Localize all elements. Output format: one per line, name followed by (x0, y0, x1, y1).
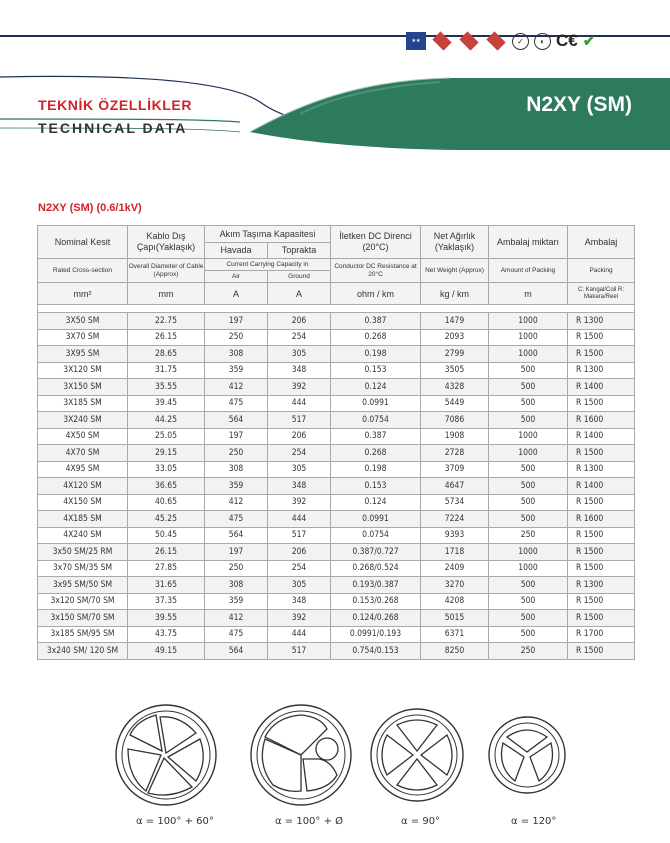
cross-section-4-sector (371, 709, 463, 801)
cell-dc: 0.124 (331, 494, 421, 511)
cell-diameter: 35.55 (128, 379, 205, 396)
cell-section: 3X150 SM (38, 379, 128, 396)
cell-diameter: 25.05 (128, 428, 205, 445)
diagram-caption-2: α = 100° + Ø (275, 816, 344, 827)
cell-weight: 5449 (421, 395, 489, 412)
cell-air: 564 (205, 643, 268, 660)
cell-packing: R 1500 (568, 329, 635, 346)
technical-data-table (37, 225, 635, 660)
cell-dc: 0.387 (331, 313, 421, 330)
cell-amount: 1000 (489, 428, 568, 445)
cell-air: 475 (205, 626, 268, 643)
cell-ground: 254 (268, 445, 331, 462)
cell-packing: R 1500 (568, 346, 635, 363)
cell-weight: 3505 (421, 362, 489, 379)
cell-amount: 500 (489, 494, 568, 511)
product-name: N2XY (SM) (526, 93, 632, 116)
cell-ground: 517 (268, 527, 331, 544)
cell-amount: 1000 (489, 544, 568, 561)
cross-section-3-sector (489, 717, 565, 793)
cell-weight: 4328 (421, 379, 489, 396)
d-mark-icon (432, 31, 451, 50)
cell-section: 3x185 SM/95 SM (38, 626, 128, 643)
cell-packing: R 1400 (568, 478, 635, 495)
cell-dc: 0.268/0.524 (331, 560, 421, 577)
cell-packing: R 1300 (568, 461, 635, 478)
cell-diameter: 50.45 (128, 527, 205, 544)
cell-diameter: 39.55 (128, 610, 205, 627)
cell-diameter: 45.25 (128, 511, 205, 528)
cell-section: 3x240 SM/ 120 SM (38, 643, 128, 660)
col-weight-tr: Net Ağırlık (Yaklaşık) (421, 226, 489, 259)
table-row (38, 577, 635, 594)
cell-ground: 517 (268, 643, 331, 660)
cell-packing: R 1500 (568, 593, 635, 610)
eu-flag-icon: ★★ (406, 32, 426, 50)
cell-weight: 2409 (421, 560, 489, 577)
cell-ground: 348 (268, 593, 331, 610)
cell-air: 564 (205, 527, 268, 544)
cell-diameter: 31.65 (128, 577, 205, 594)
cell-section: 4X70 SM (38, 445, 128, 462)
title-english: TECHNICAL DATA (38, 120, 188, 136)
col-amount-en: Amount of Packing (489, 259, 568, 283)
cell-ground: 206 (268, 428, 331, 445)
col-dc-en: Conductor DC Resistance at 20°C (331, 259, 421, 283)
col-dc-tr: İletken DC Direnci (20°C) (331, 226, 421, 259)
unit-packing: C: Kangal/Coil R: Makara/Reel (568, 283, 635, 305)
d-mark-icon (486, 31, 505, 50)
ce-icon: C€ (556, 31, 578, 50)
table-row (38, 362, 635, 379)
cell-section: 3x95 SM/50 SM (38, 577, 128, 594)
table-row (38, 560, 635, 577)
cell-air: 359 (205, 478, 268, 495)
table-row (38, 593, 635, 610)
table-row (38, 346, 635, 363)
cell-weight: 1908 (421, 428, 489, 445)
cell-weight: 9393 (421, 527, 489, 544)
table-row (38, 428, 635, 445)
cell-weight: 1718 (421, 544, 489, 561)
cell-diameter: 37.35 (128, 593, 205, 610)
cell-weight: 4208 (421, 593, 489, 610)
table-row (38, 626, 635, 643)
cell-amount: 500 (489, 362, 568, 379)
d-mark-icon (459, 31, 478, 50)
cell-amount: 1000 (489, 313, 568, 330)
unit-ground: A (268, 283, 331, 305)
cell-dc: 0.193/0.387 (331, 577, 421, 594)
diagram-caption-3: α = 90° (401, 816, 441, 827)
cell-air: 197 (205, 428, 268, 445)
cell-air: 412 (205, 494, 268, 511)
cell-ground: 305 (268, 577, 331, 594)
table-row (38, 445, 635, 462)
cell-weight: 2093 (421, 329, 489, 346)
cell-amount: 500 (489, 412, 568, 429)
cell-weight: 8250 (421, 643, 489, 660)
cell-weight: 1479 (421, 313, 489, 330)
cell-packing: R 1500 (568, 544, 635, 561)
cell-ground: 206 (268, 544, 331, 561)
cell-diameter: 43.75 (128, 626, 205, 643)
cell-air: 250 (205, 560, 268, 577)
cell-air: 308 (205, 461, 268, 478)
cell-weight: 5734 (421, 494, 489, 511)
cell-ground: 392 (268, 379, 331, 396)
cell-air: 197 (205, 544, 268, 561)
cell-ground: 206 (268, 313, 331, 330)
cell-amount: 1000 (489, 329, 568, 346)
col-air-en: Air (205, 271, 268, 283)
cable-cross-sections (0, 700, 670, 810)
cell-amount: 500 (489, 379, 568, 396)
cell-diameter: 22.75 (128, 313, 205, 330)
cell-amount: 250 (489, 527, 568, 544)
col-diameter-en: Overall Diameter of Cable (Approx) (128, 259, 205, 283)
col-diameter-tr: Kablo Dış Çapı(Yaklaşık) (128, 226, 205, 259)
cell-section: 3x150 SM/70 SM (38, 610, 128, 627)
unit-air: A (205, 283, 268, 305)
unit-diameter: mm (128, 283, 205, 305)
cell-amount: 500 (489, 577, 568, 594)
cell-amount: 500 (489, 610, 568, 627)
cell-ground: 392 (268, 610, 331, 627)
col-amount-tr: Ambalaj miktarı (489, 226, 568, 259)
cell-dc: 0.387 (331, 428, 421, 445)
cross-section-3-plus-1-sector (116, 705, 216, 805)
cell-air: 412 (205, 379, 268, 396)
cell-dc: 0.124/0.268 (331, 610, 421, 627)
cell-dc: 0.0754 (331, 412, 421, 429)
cell-ground: 305 (268, 346, 331, 363)
certification-logos (406, 32, 595, 50)
cell-packing: R 1500 (568, 527, 635, 544)
cell-air: 475 (205, 395, 268, 412)
table-row (38, 511, 635, 528)
cell-amount: 250 (489, 643, 568, 660)
cell-dc: 0.153/0.268 (331, 593, 421, 610)
col-ground-tr: Toprakta (268, 242, 331, 259)
col-nominal-en: Rated Cross-section (38, 259, 128, 283)
cell-diameter: 36.65 (128, 478, 205, 495)
cell-section: 4X50 SM (38, 428, 128, 445)
col-air-tr: Havada (205, 242, 268, 259)
cell-dc: 0.198 (331, 346, 421, 363)
table-row (38, 643, 635, 660)
table-body (38, 313, 635, 660)
cell-amount: 1000 (489, 560, 568, 577)
cell-ground: 305 (268, 461, 331, 478)
cell-dc: 0.268 (331, 329, 421, 346)
cell-diameter: 26.15 (128, 544, 205, 561)
table-row (38, 610, 635, 627)
col-ground-en: Ground (268, 271, 331, 283)
col-weight-en: Net Weight (Approx) (421, 259, 489, 283)
rohs-check-icon: ✔ (582, 33, 596, 50)
col-packing-en: Packing (568, 259, 635, 283)
table-row (38, 544, 635, 561)
cell-dc: 0.268 (331, 445, 421, 462)
cell-amount: 500 (489, 478, 568, 495)
cell-section: 3x120 SM/70 SM (38, 593, 128, 610)
cell-amount: 500 (489, 593, 568, 610)
cell-section: 4X150 SM (38, 494, 128, 511)
cell-ground: 254 (268, 329, 331, 346)
cell-air: 564 (205, 412, 268, 429)
table-row (38, 329, 635, 346)
cell-ground: 348 (268, 362, 331, 379)
cell-amount: 500 (489, 511, 568, 528)
cell-weight: 5015 (421, 610, 489, 627)
table-subtitle: N2XY (SM) (0.6/1kV) (38, 202, 142, 214)
cell-diameter: 28.65 (128, 346, 205, 363)
cell-weight: 7086 (421, 412, 489, 429)
cell-packing: R 1700 (568, 626, 635, 643)
cell-weight: 3709 (421, 461, 489, 478)
cell-section: 4X240 SM (38, 527, 128, 544)
unit-section: mm² (38, 283, 128, 305)
col-current-tr: Akım Taşıma Kapasitesi (205, 226, 331, 243)
cell-ground: 444 (268, 395, 331, 412)
circle-mark-icon: ✓ (512, 33, 529, 50)
cell-air: 359 (205, 362, 268, 379)
cell-air: 475 (205, 511, 268, 528)
cell-ground: 254 (268, 560, 331, 577)
cell-section: 4X185 SM (38, 511, 128, 528)
cell-section: 3x70 SM/35 SM (38, 560, 128, 577)
cell-packing: R 1300 (568, 313, 635, 330)
cell-section: 3X185 SM (38, 395, 128, 412)
cell-packing: R 1600 (568, 412, 635, 429)
cell-weight: 2728 (421, 445, 489, 462)
cell-diameter: 40.65 (128, 494, 205, 511)
cell-air: 308 (205, 577, 268, 594)
cell-air: 250 (205, 329, 268, 346)
table-row (38, 527, 635, 544)
cell-dc: 0.0991 (331, 395, 421, 412)
cell-amount: 1000 (489, 346, 568, 363)
cell-ground: 444 (268, 626, 331, 643)
cell-section: 3X70 SM (38, 329, 128, 346)
cell-air: 308 (205, 346, 268, 363)
cell-packing: R 1500 (568, 560, 635, 577)
table-row (38, 494, 635, 511)
cell-ground: 348 (268, 478, 331, 495)
cell-ground: 392 (268, 494, 331, 511)
cell-section: 3X50 SM (38, 313, 128, 330)
col-packing-tr: Ambalaj (568, 226, 635, 259)
cell-section: 4X120 SM (38, 478, 128, 495)
cell-packing: R 1400 (568, 428, 635, 445)
cell-section: 3X95 SM (38, 346, 128, 363)
cell-dc: 0.0991 (331, 511, 421, 528)
cell-weight: 2799 (421, 346, 489, 363)
cell-weight: 6371 (421, 626, 489, 643)
table-row (38, 395, 635, 412)
cell-dc: 0.0754 (331, 527, 421, 544)
cell-ground: 444 (268, 511, 331, 528)
cell-packing: R 1500 (568, 610, 635, 627)
cell-weight: 4647 (421, 478, 489, 495)
cell-packing: R 1500 (568, 395, 635, 412)
cell-amount: 500 (489, 395, 568, 412)
cell-packing: R 1300 (568, 577, 635, 594)
col-current-en: Current Carrying Capacity in (205, 259, 331, 271)
cell-packing: R 1500 (568, 643, 635, 660)
cell-diameter: 27.85 (128, 560, 205, 577)
cell-section: 4X95 SM (38, 461, 128, 478)
cell-air: 412 (205, 610, 268, 627)
cell-air: 250 (205, 445, 268, 462)
cell-dc: 0.153 (331, 478, 421, 495)
cell-diameter: 31.75 (128, 362, 205, 379)
table-row (38, 412, 635, 429)
table-row (38, 461, 635, 478)
cell-dc: 0.124 (331, 379, 421, 396)
cell-section: 3X120 SM (38, 362, 128, 379)
cell-diameter: 29.15 (128, 445, 205, 462)
diagram-caption-1: α = 100° + 60° (136, 816, 214, 827)
unit-dc: ohm / km (331, 283, 421, 305)
cell-weight: 7224 (421, 511, 489, 528)
cell-dc: 0.198 (331, 461, 421, 478)
cell-packing: R 1500 (568, 494, 635, 511)
cell-packing: R 1300 (568, 362, 635, 379)
tse-icon: ◐ (534, 33, 551, 50)
diagram-caption-4: α = 120° (511, 816, 557, 827)
cell-diameter: 44.25 (128, 412, 205, 429)
cell-dc: 0.0991/0.193 (331, 626, 421, 643)
table-row (38, 379, 635, 396)
cell-ground: 517 (268, 412, 331, 429)
cell-air: 359 (205, 593, 268, 610)
title-turkish: TEKNİK ÖZELLİKLER (38, 97, 193, 113)
cell-diameter: 26.15 (128, 329, 205, 346)
cell-section: 3x50 SM/25 RM (38, 544, 128, 561)
cell-packing: R 1500 (568, 445, 635, 462)
cell-air: 197 (205, 313, 268, 330)
cell-weight: 3270 (421, 577, 489, 594)
cell-diameter: 39.45 (128, 395, 205, 412)
cell-packing: R 1400 (568, 379, 635, 396)
cell-diameter: 49.15 (128, 643, 205, 660)
cell-dc: 0.387/0.727 (331, 544, 421, 561)
cell-amount: 500 (489, 461, 568, 478)
unit-weight: kg / km (421, 283, 489, 305)
cell-section: 3X240 SM (38, 412, 128, 429)
cell-dc: 0.754/0.153 (331, 643, 421, 660)
cell-packing: R 1600 (568, 511, 635, 528)
table-row (38, 313, 635, 330)
col-nominal-tr: Nominal Kesit (38, 226, 128, 259)
cell-diameter: 33.05 (128, 461, 205, 478)
cell-amount: 1000 (489, 445, 568, 462)
cross-section-3-plus-round (251, 705, 351, 805)
cell-amount: 500 (489, 626, 568, 643)
cell-dc: 0.153 (331, 362, 421, 379)
table-row (38, 478, 635, 495)
unit-amount: m (489, 283, 568, 305)
